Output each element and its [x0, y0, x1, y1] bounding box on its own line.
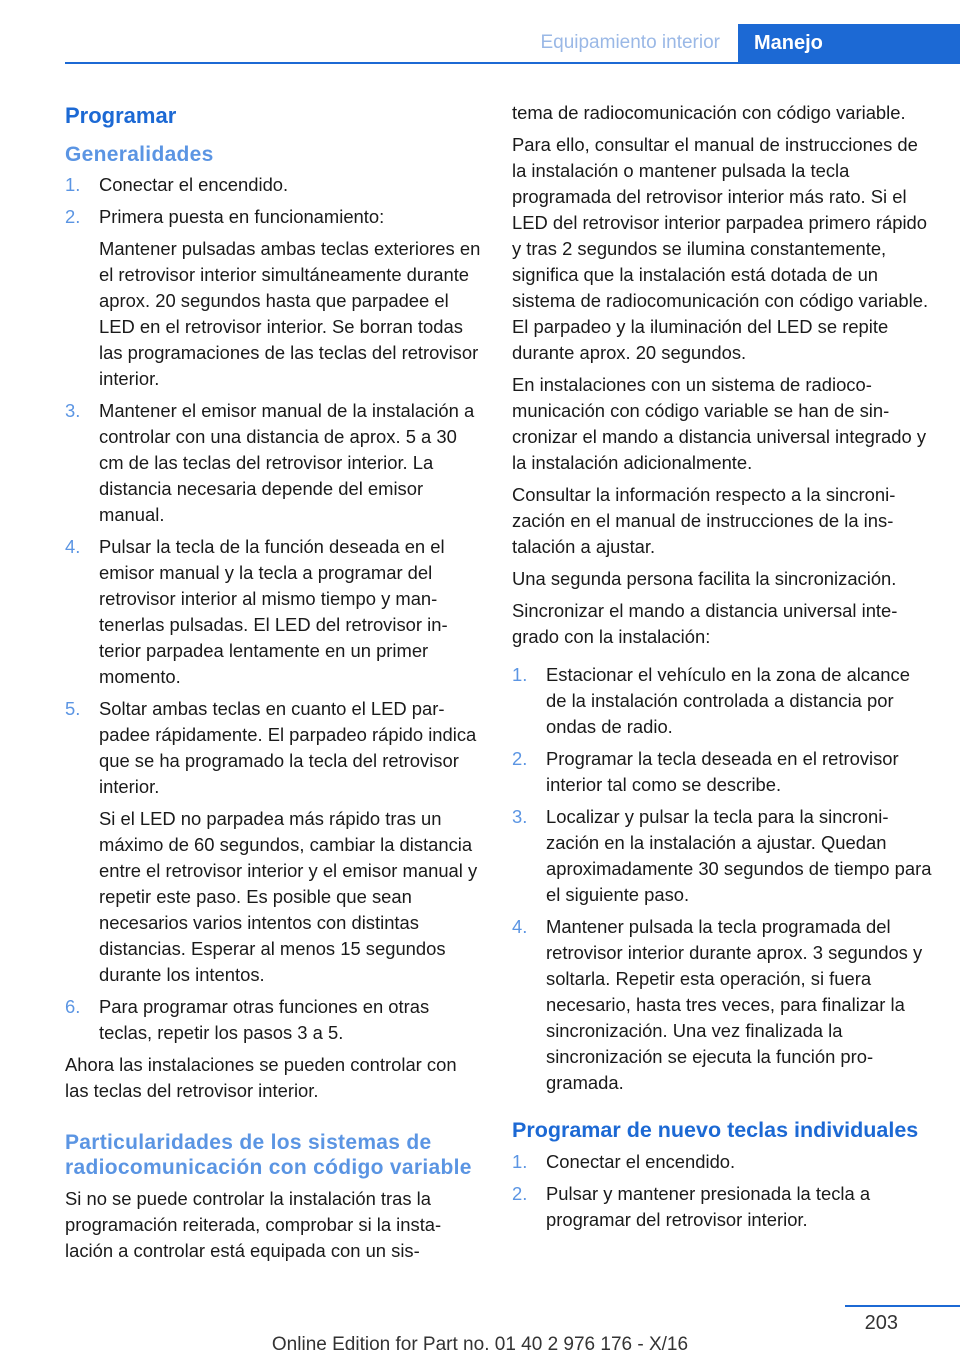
list-item — [65, 398, 483, 528]
step-text: Pulsar y mantener presionada la tecla a programar del retrovisor interior. — [546, 1183, 871, 1230]
step-text: Para programar otras funciones en otras teclas, repetir los pasos 3 a 5. — [99, 996, 430, 1043]
paragraph-after-steps: Ahora las instalaciones se pueden controlar con las teclas del retrovisor interior. — [65, 1054, 457, 1101]
step-number: 2. — [512, 748, 528, 769]
header-tab-manejo[interactable]: Manejo — [738, 24, 960, 62]
list-item — [512, 1181, 932, 1233]
step-text: Soltar ambas teclas en cuanto el LED parpadee rápidamente. El parpadeo rápido indica que se ha programado la tecla del retrovisor interior. — [99, 698, 477, 797]
subsection-title-generalidades: Generalidades — [65, 143, 214, 166]
list-item — [65, 172, 483, 198]
step-number: 3. — [512, 806, 528, 827]
list-item — [512, 914, 932, 1096]
section-title-programar: Programar — [65, 103, 177, 128]
step-text: Localizar y pulsar la tecla para la sincronización en la instalación a ajustar. Quedan aproximadamente 30 segundos de tiempo para el siguiente paso. — [546, 806, 932, 905]
paragraph-variable-code: Si no se puede controlar la instalación tras la programación reiterada, comprobar si la instalación a controlar está equipada con un sis‐ — [65, 1188, 442, 1261]
paragraph: tema de radiocomunicación con código variable. — [512, 102, 906, 123]
paragraph: En instalaciones con un sistema de radiocomunicación con código variable se han de sincronizar el mando a distancia universal integrado y la instalación adicionalmente. — [512, 374, 927, 473]
step-number: 3. — [65, 400, 81, 421]
synchronization-steps-list — [512, 662, 932, 1096]
right-column — [512, 100, 932, 1239]
step-text: Estacionar el vehículo en la zona de alcance de la instalación controlada a distancia por ondas de radio. — [546, 664, 910, 737]
step-text: Conectar el encendido. — [99, 174, 289, 195]
header-section-label[interactable]: Equipamiento interior — [540, 32, 720, 53]
section-title-reprogram-keys: Programar de nuevo teclas individuales — [512, 1118, 919, 1142]
step-text: Pulsar la tecla de la función deseada en el emisor manual y la tecla a programar del retrovisor interior al mismo tiempo y mantenerlas pulsadas. El LED del retrovisor interior parpadea lentamente en un primer momento. — [99, 536, 448, 687]
paragraph: Para ello, consultar el manual de instrucciones de la instalación o mantener pulsada la tecla programada del retrovisor interior más rato. Si el LED del retrovisor interior parpadea primero rápido y tras 2 segundos se ilumina constantemente, significa que la instalación está dotada de un sistema de radiocomunicación con código variable. El parpadeo y la iluminación del LED se repite durante aprox. 20 segundos. — [512, 134, 929, 363]
step-number: 4. — [65, 536, 81, 557]
step-text: Primera puesta en funcionamiento: — [99, 206, 385, 227]
paragraph: Consultar la información respecto a la sincronización en el manual de instrucciones de la instalación a ajustar. — [512, 484, 896, 557]
step-number: 4. — [512, 916, 528, 937]
list-item — [65, 994, 483, 1046]
step-detail: Mantener pulsadas ambas teclas exteriores en el retrovisor interior simultáneamente durante aprox. 20 segundos hasta que parpadee el LED en el retrovisor interior. Se borran todas las programaciones de las teclas del retrovisor interior. — [99, 238, 481, 389]
step-text: Conectar el encendido. — [546, 1151, 736, 1172]
paragraph: Sincronizar el mando a distancia universal integrado con la instalación: — [512, 600, 898, 647]
step-number: 2. — [512, 1183, 528, 1204]
reprogram-steps-list — [512, 1149, 932, 1233]
list-item — [65, 696, 483, 988]
list-item — [512, 662, 932, 740]
left-column — [65, 98, 483, 1270]
list-item — [512, 804, 932, 908]
list-item — [512, 746, 932, 798]
edition-footer: Online Edition for Part no. 01 40 2 976 176 - X/16 — [271, 1334, 689, 1355]
programming-steps-list — [65, 172, 483, 1046]
step-number: 1. — [65, 174, 81, 195]
step-number: 5. — [65, 698, 81, 719]
step-text: Mantener pulsada la tecla programada del retrovisor interior durante aprox. 3 segundos y soltarla. Repetir esta operación, si fuera necesario, hasta tres veces, para finalizar la sincronización. Una vez finalizada la sincronización se ejecuta la función programada. — [546, 916, 923, 1093]
footer-rule — [845, 1305, 960, 1307]
step-detail: Si el LED no parpadea más rápido tras un máximo de 60 segundos, cambiar la distancia entre el retrovisor interior y el emisor manual y repetir este paso. Es posible que sean necesarios varios intentos con distintas distancias. Esperar al menos 15 segundos durante los intentos. — [99, 808, 478, 985]
step-text: Programar la tecla deseada en el retrovisor interior tal como se describe. — [546, 748, 899, 795]
subsection-title-variable-code: Particularidades de los sistemas de radiocomunicación con código variable — [65, 1131, 472, 1179]
paragraph: Una segunda persona facilita la sincronización. — [512, 568, 897, 589]
page-number: 203 — [864, 1312, 898, 1334]
header-rule — [65, 62, 960, 64]
step-number: 2. — [65, 206, 81, 227]
list-item — [65, 534, 483, 690]
list-item — [65, 204, 483, 392]
list-item — [512, 1149, 932, 1175]
step-number: 6. — [65, 996, 81, 1017]
step-number: 1. — [512, 664, 528, 685]
step-number: 1. — [512, 1151, 528, 1172]
step-text: Mantener el emisor manual de la instalación a controlar con una distancia de aprox. 5 a 30 cm de las teclas del retrovisor interior. La distancia necesaria depende del emisor manual. — [99, 400, 475, 525]
